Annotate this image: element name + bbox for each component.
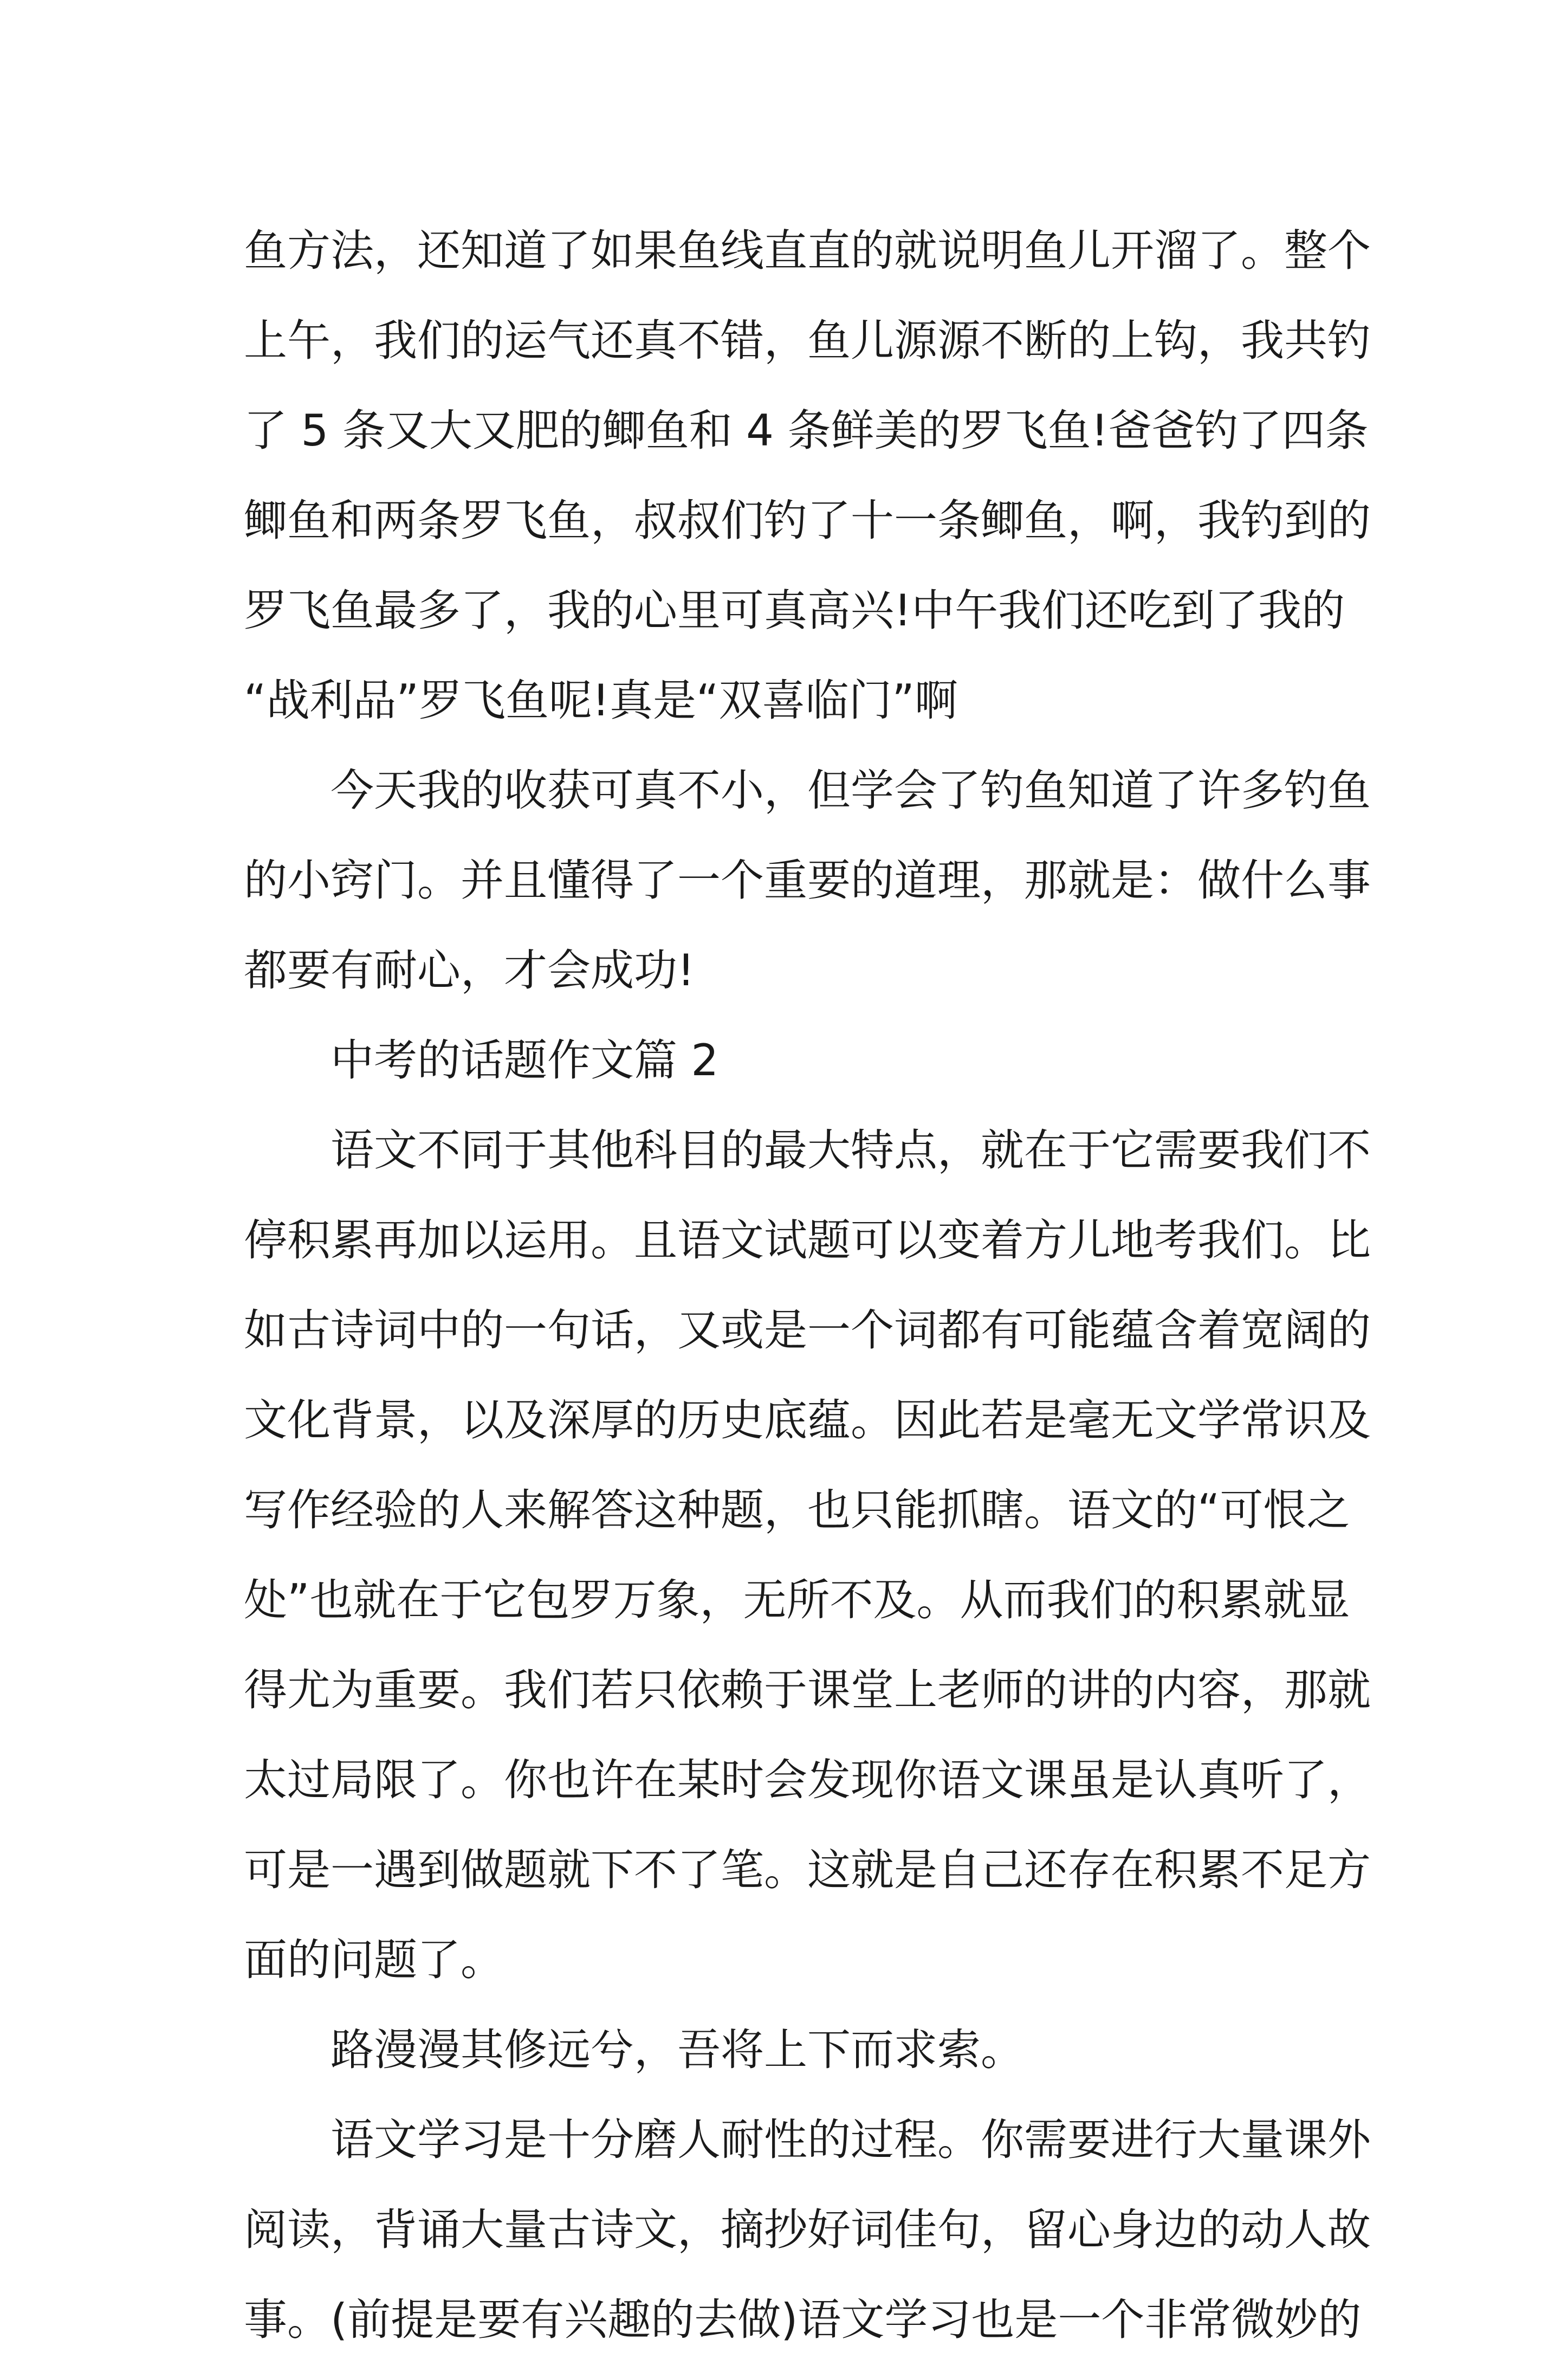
text-line: “战利品”罗飞鱼呢!真是“双喜临门”啊 bbox=[244, 675, 958, 726]
section-heading: 中考的话题作文篇 2 bbox=[331, 1035, 719, 1085]
text-line: 上午，我们的运气还真不错，鱼儿源源不断的上钩，我共钓 bbox=[244, 315, 1371, 366]
document-body bbox=[244, 206, 1371, 2365]
text-line: 停积累再加以运用。且语文试题可以变着方儿地考我们。比 bbox=[244, 1215, 1371, 1265]
text-line: 鲫鱼和两条罗飞鱼，叔叔们钓了十一条鲫鱼，啊，我钓到的 bbox=[244, 495, 1371, 546]
text-line: 文化背景，以及深厚的历史底蕴。因此若是毫无文学常识及 bbox=[244, 1395, 1371, 1445]
paragraph-start-line: 语文学习是十分磨人耐性的过程。你需要进行大量课外 bbox=[331, 2115, 1371, 2165]
text-line: 事。(前提是要有兴趣的去做)语文学习也是一个非常微妙的 bbox=[244, 2295, 1362, 2345]
text-line: 鱼方法，还知道了如果鱼线直直的就说明鱼儿开溜了。整个 bbox=[244, 225, 1371, 276]
text-line: 面的问题了。 bbox=[244, 1935, 504, 1985]
text-line: 如古诗词中的一句话，又或是一个词都有可能蕴含着宽阔的 bbox=[244, 1305, 1371, 1355]
paragraph-start-line: 语文不同于其他科目的最大特点，就在于它需要我们不 bbox=[331, 1125, 1371, 1175]
text-line: 罗飞鱼最多了，我的心里可真高兴!中午我们还吃到了我的 bbox=[244, 585, 1345, 636]
text-line: 可是一遇到做题就下不了笔。这就是自己还存在积累不足方 bbox=[244, 1845, 1371, 1895]
text-line: 写作经验的人来解答这种题，也只能抓瞎。语文的“可恨之 bbox=[244, 1485, 1350, 1535]
text-line: 阅读，背诵大量古诗文，摘抄好词佳句，留心身边的动人故 bbox=[244, 2205, 1371, 2255]
text-line: 了 5 条又大又肥的鲫鱼和 4 条鲜美的罗飞鱼!爸爸钓了四条 bbox=[244, 405, 1369, 456]
text-line: 太过局限了。你也许在某时会发现你语文课虽是认真听了， bbox=[244, 1755, 1371, 1805]
text-line: 都要有耐心，才会成功! bbox=[244, 945, 695, 996]
text-line: 得尤为重要。我们若只依赖于课堂上老师的讲的内容，那就 bbox=[244, 1665, 1371, 1715]
text-line: 的小窍门。并且懂得了一个重要的道理，那就是：做什么事 bbox=[244, 855, 1371, 906]
paragraph-start-line: 今天我的收获可真不小，但学会了钓鱼知道了许多钓鱼 bbox=[331, 765, 1371, 816]
quote-line: 路漫漫其修远兮，吾将上下而求索。 bbox=[331, 2025, 1024, 2075]
text-line: 处”也就在于它包罗万象，无所不及。从而我们的积累就显 bbox=[244, 1575, 1350, 1625]
